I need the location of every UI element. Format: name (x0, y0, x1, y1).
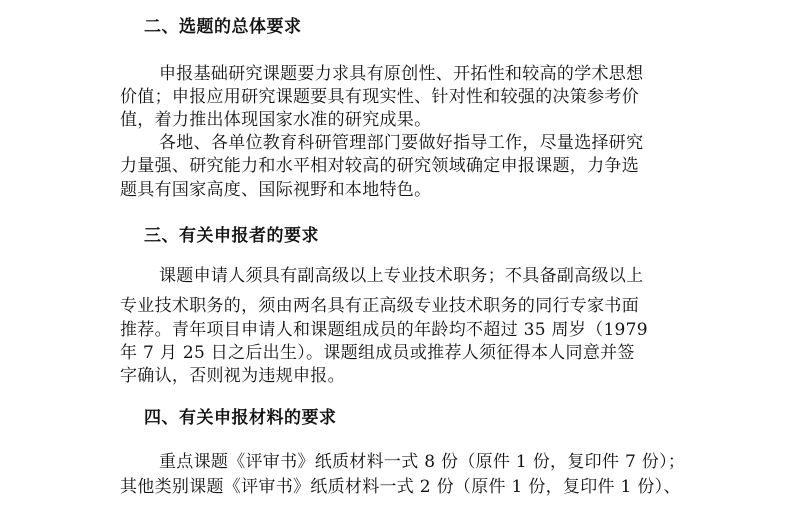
paragraph-line: 各地、各单位教育科研管理部门要做好指导工作，尽量选择研究 (159, 133, 644, 153)
paragraph-line: 申报基础研究课题要力求具有原创性、开拓性和较高的学术思想 (159, 64, 644, 84)
paragraph-line: 重点课题《评审书》纸质材料一式 8 份（原件 1 份，复印件 7 份）； (159, 452, 686, 472)
paragraph-line: 价值；申报应用研究课题要具有现实性、针对性和较强的决策参考价 (120, 87, 639, 107)
section-heading-3: 三、有关申报者的要求 (144, 226, 319, 246)
section-heading-2: 二、选题的总体要求 (144, 17, 302, 37)
paragraph-line: 其他类别课题《评审书》纸质材料一式 2 份（原件 1 份，复印件 1 份）、 (120, 477, 681, 497)
paragraph-line: 力量强、研究能力和水平相对较高的研究领域确定申报课题，力争选 (120, 156, 639, 176)
section-heading-4: 四、有关申报材料的要求 (144, 408, 337, 428)
paragraph-line: 字确认，否则视为违规申报。 (120, 366, 345, 386)
paragraph-line: 值，着力推出体现国家水准的研究成果。 (120, 110, 432, 130)
paragraph-line: 年 7 月 25 日之后出生）。课题组成员或推荐人须征得本人同意并签 (120, 343, 635, 363)
paragraph-line: 题具有国家高度、国际视野和本地特色。 (120, 180, 432, 200)
paragraph-line: 专业技术职务的，须由两名具有正高级专业技术职务的同行专家书面 (120, 296, 639, 316)
paragraph-line: 推荐。青年项目申请人和课题组成员的年龄均不超过 35 周岁（1979 (120, 320, 648, 340)
paragraph-line: 课题申请人须具有副高级以上专业技术职务；不具备副高级以上 (159, 266, 644, 286)
